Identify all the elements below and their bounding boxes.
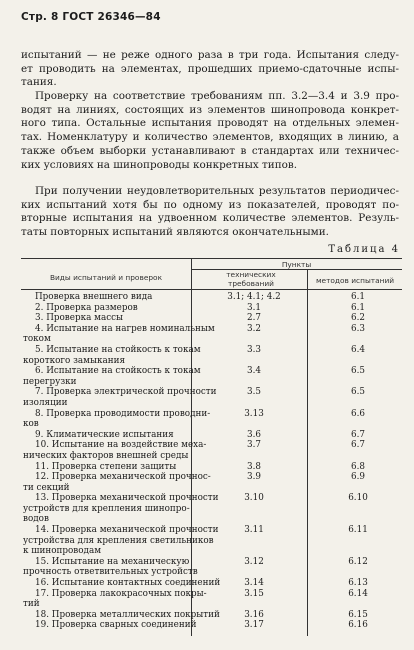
text-line: При получении неудовлетворительных результатов периодичес-: [35, 185, 399, 197]
table-row: [21, 589, 402, 610]
row-name: [21, 556, 198, 578]
table-row: [21, 313, 402, 324]
row-name: [21, 387, 217, 408]
row-name-line: 3. Проверка массы: [35, 313, 124, 324]
row-req: 3.17: [244, 620, 264, 631]
row-method: 6.3: [351, 323, 365, 334]
row-name-line: нических факторов внешней среды: [23, 450, 189, 461]
row-name-line: током: [23, 334, 51, 345]
row-method: 6.13: [348, 578, 368, 589]
paragraph-3: [21, 185, 399, 240]
row-req: 3.7: [247, 440, 261, 451]
table-row: [21, 345, 402, 366]
text-line: Проверку на соответствие требованиям пп. 3.2—3.4 и 3.9 про-: [35, 90, 399, 102]
table-row: [21, 366, 402, 387]
row-name-line: перегрузки: [23, 376, 77, 387]
table-row: [21, 493, 402, 525]
text-line: водят на линиях, состоящих из элементов шинопровода конкрет-: [21, 103, 399, 116]
row-name-line: 6. Испытание на стойкость к токам: [35, 366, 201, 377]
table-row: [21, 292, 402, 303]
row-name: [21, 609, 220, 621]
row-req: 3.16: [244, 609, 264, 620]
table-top-rule: [21, 258, 402, 259]
header-bottom-rule: [21, 289, 402, 290]
row-req: 3.2: [247, 323, 261, 334]
table-row: [21, 303, 402, 314]
row-req: 3.15: [244, 588, 264, 599]
row-name-line: 16. Испытание контактных соединений: [35, 578, 221, 589]
table-row: [21, 525, 402, 557]
row-req: 3.1: [247, 302, 261, 313]
row-method: 6.7: [351, 429, 365, 440]
row-name: [21, 408, 211, 430]
row-name-line: короткого замыкания: [23, 355, 125, 366]
row-method: 6.10: [348, 493, 368, 504]
row-name-line: 15. Испытание на механическую: [35, 556, 190, 567]
row-name-line: 11. Проверка степени защиты: [35, 461, 177, 472]
row-name: [21, 472, 211, 493]
row-name-line: к шинопроводам: [23, 546, 102, 557]
row-name: [21, 292, 191, 303]
row-name-line: 9. Климатические испытания: [35, 429, 174, 440]
row-req: 3.13: [244, 408, 264, 419]
row-method: 6.6: [351, 408, 365, 419]
row-req: 3.12: [244, 556, 264, 567]
row-name-line: ти секций: [23, 482, 70, 493]
text-line: ет проводить на элементах, прошедших приемо-сдаточные испы-: [21, 62, 399, 75]
table-row: [21, 440, 402, 461]
row-name: [21, 323, 215, 345]
table-row: [21, 387, 402, 408]
row-name: [21, 313, 191, 324]
row-name-line: изоляции: [23, 397, 68, 408]
row-req: 3.11: [244, 525, 264, 536]
text-line: тания.: [21, 76, 57, 89]
row-name-line: Проверка внешнего вида: [35, 292, 153, 302]
row-method: 6.8: [351, 461, 365, 472]
text-line: ного типа. Остальные испытания проводят на отдельных элемен-: [21, 117, 399, 130]
row-method: 6.5: [351, 366, 365, 377]
row-name: [21, 366, 201, 387]
row-name-line: 12. Проверка механической прочнос-: [35, 472, 211, 483]
row-name-line: 8. Проверка проводимости проводни-: [35, 408, 211, 419]
row-name-line: 10. Испытание на воздействие меха-: [35, 440, 207, 451]
table-caption: Таблица 4: [328, 244, 400, 255]
table-row: [21, 430, 402, 441]
table-body: [21, 292, 402, 631]
row-name-line: 13. Проверка механической прочности: [35, 493, 219, 504]
row-name-line: 14. Проверка механической прочности: [35, 525, 219, 536]
row-name: [21, 525, 219, 557]
table-row: [21, 324, 402, 345]
row-req: 3.9: [247, 472, 261, 483]
header-req: технических требований: [226, 270, 276, 288]
row-method: 6.14: [348, 588, 368, 599]
header-types: Виды испытаний и проверок: [49, 273, 163, 282]
row-name: [21, 578, 221, 589]
row-req: 3.1; 4.1; 4.2: [227, 292, 281, 302]
row-name: [21, 440, 207, 461]
row-method: 6.1: [351, 302, 365, 313]
row-req: 3.4: [247, 366, 261, 377]
row-req: 3.10: [244, 493, 264, 504]
table-row: [21, 620, 402, 631]
row-name-line: устройств для крепления шинопро-: [23, 503, 190, 514]
row-method: 6.12: [348, 556, 368, 567]
text-line: ких условиях на шинопроводы конкретных типов.: [21, 158, 298, 171]
row-method: 6.1: [351, 292, 365, 302]
row-method: 6.4: [351, 344, 365, 355]
row-name: [21, 462, 191, 473]
row-method: 6.16: [348, 620, 368, 631]
points-rule: [191, 269, 402, 270]
row-name-line: водов: [23, 514, 49, 525]
row-req: 3.5: [247, 387, 261, 398]
row-name-line: устройства для крепления светильников: [23, 535, 214, 546]
row-method: 6.7: [351, 440, 365, 451]
row-method: 6.15: [348, 609, 368, 620]
table-row: [21, 557, 402, 578]
row-method: 6.2: [351, 313, 365, 324]
table-row: [21, 472, 402, 493]
table-row: [21, 462, 402, 473]
row-name: [21, 303, 191, 314]
row-name: [21, 588, 207, 610]
header-methods: методов испытаний: [315, 276, 395, 285]
text-line: также объем выборки устанавливают в стандартах или техничес-: [21, 144, 399, 157]
table-row: [21, 610, 402, 621]
row-method: 6.11: [348, 525, 368, 536]
row-name: [21, 344, 201, 366]
row-req: 3.3: [247, 344, 261, 355]
text-line: ких испытаний хотя бы по одному из показателей, проводят по-: [21, 198, 399, 211]
row-method: 6.5: [351, 387, 365, 398]
row-method: 6.9: [351, 472, 365, 483]
row-name-line: тий: [23, 599, 40, 610]
row-name-line: 7. Проверка электрической прочности: [35, 387, 217, 398]
row-req: 2.7: [247, 313, 261, 324]
row-req: 3.6: [247, 429, 261, 440]
row-name-line: прочность ответвительных устройств: [23, 567, 198, 578]
row-name-line: 5. Испытание на стойкость к токам: [35, 344, 201, 355]
row-name-line: 4. Испытание на нагрев номинальным: [35, 323, 215, 334]
text-line: тах. Номенклатуру и количество элементов, входящих в линию, а: [21, 131, 399, 144]
text-line: таты повторных испытаний являются окончательными.: [21, 226, 329, 239]
text-line: вторные испытания на удвоенном количестве элементов. Резуль-: [21, 212, 399, 225]
row-name: [21, 620, 197, 631]
row-req: 3.8: [247, 461, 261, 472]
row-name-line: 18. Проверка металлических покрытий: [35, 609, 220, 620]
row-name-line: 2. Проверка размеров: [35, 302, 138, 313]
paragraph-1: [21, 49, 399, 90]
table-row: [21, 409, 402, 430]
row-name-line: 17. Проверка лакокрасочных покры-: [35, 588, 207, 599]
row-name: [21, 493, 219, 525]
row-req: 3.14: [244, 578, 264, 589]
row-name-line: ков: [23, 419, 39, 430]
header-points: Пункты: [281, 260, 312, 269]
table-row: [21, 578, 402, 589]
row-name-line: 19. Проверка сварных соединений: [35, 620, 197, 631]
paragraph-2: [21, 90, 399, 172]
page-header: Стр. 8 ГОСТ 26346—84: [21, 11, 161, 23]
row-name: [21, 430, 191, 441]
text-line: испытаний — не реже одного раза в три года. Испытания следу-: [21, 49, 399, 61]
